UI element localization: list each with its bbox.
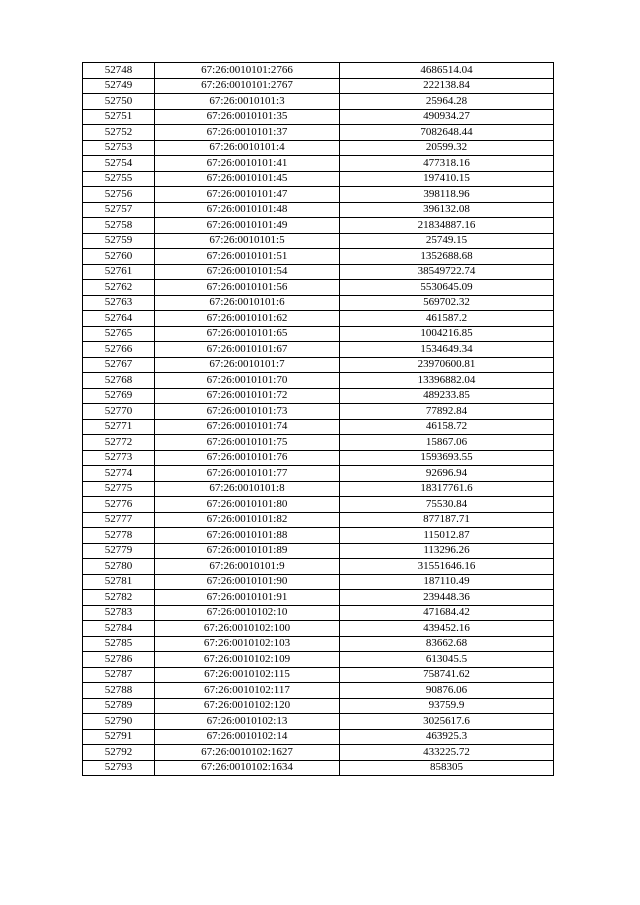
row-number-cell: 52780 <box>83 559 155 575</box>
cadastral-number-cell: 67:26:0010102:1634 <box>155 760 340 776</box>
row-number-cell: 52773 <box>83 450 155 466</box>
data-table <box>82 62 554 776</box>
cadastral-number-cell: 67:26:0010102:120 <box>155 698 340 714</box>
value-cell: 398118.96 <box>340 187 554 203</box>
value-cell: 15867.06 <box>340 435 554 451</box>
table-row <box>83 109 554 125</box>
cadastral-number-cell: 67:26:0010101:2766 <box>155 63 340 79</box>
table-row <box>83 171 554 187</box>
table-row <box>83 636 554 652</box>
row-number-cell: 52779 <box>83 543 155 559</box>
cadastral-number-cell: 67:26:0010101:35 <box>155 109 340 125</box>
table-row <box>83 466 554 482</box>
value-cell: 25749.15 <box>340 233 554 249</box>
table-row <box>83 714 554 730</box>
value-cell: 75530.84 <box>340 497 554 513</box>
cadastral-number-cell: 67:26:0010102:14 <box>155 729 340 745</box>
value-cell: 239448.36 <box>340 590 554 606</box>
value-cell: 1593693.55 <box>340 450 554 466</box>
value-cell: 463925.3 <box>340 729 554 745</box>
table-row <box>83 326 554 342</box>
cadastral-number-cell: 67:26:0010101:41 <box>155 156 340 172</box>
row-number-cell: 52764 <box>83 311 155 327</box>
value-cell: 21834887.16 <box>340 218 554 234</box>
table-row <box>83 745 554 761</box>
row-number-cell: 52783 <box>83 605 155 621</box>
row-number-cell: 52790 <box>83 714 155 730</box>
row-number-cell: 52775 <box>83 481 155 497</box>
row-number-cell: 52787 <box>83 667 155 683</box>
cadastral-number-cell: 67:26:0010101:75 <box>155 435 340 451</box>
row-number-cell: 52761 <box>83 264 155 280</box>
table-row <box>83 388 554 404</box>
table-row <box>83 574 554 590</box>
table-row <box>83 280 554 296</box>
cadastral-number-cell: 67:26:0010102:1627 <box>155 745 340 761</box>
value-cell: 1004216.85 <box>340 326 554 342</box>
table-row <box>83 605 554 621</box>
table-row <box>83 760 554 776</box>
value-cell: 1534649.34 <box>340 342 554 358</box>
cadastral-number-cell: 67:26:0010101:37 <box>155 125 340 141</box>
row-number-cell: 52788 <box>83 683 155 699</box>
cadastral-number-cell: 67:26:0010101:62 <box>155 311 340 327</box>
cadastral-number-cell: 67:26:0010101:76 <box>155 450 340 466</box>
table-row <box>83 140 554 156</box>
value-cell: 222138.84 <box>340 78 554 94</box>
table-row <box>83 94 554 110</box>
row-number-cell: 52765 <box>83 326 155 342</box>
cadastral-number-cell: 67:26:0010101:91 <box>155 590 340 606</box>
row-number-cell: 52774 <box>83 466 155 482</box>
cadastral-number-cell: 67:26:0010102:13 <box>155 714 340 730</box>
cadastral-number-cell: 67:26:0010101:8 <box>155 481 340 497</box>
value-cell: 396132.08 <box>340 202 554 218</box>
table-row <box>83 497 554 513</box>
value-cell: 877187.71 <box>340 512 554 528</box>
row-number-cell: 52748 <box>83 63 155 79</box>
table-row <box>83 249 554 265</box>
row-number-cell: 52771 <box>83 419 155 435</box>
cadastral-number-cell: 67:26:0010102:103 <box>155 636 340 652</box>
row-number-cell: 52759 <box>83 233 155 249</box>
value-cell: 490934.27 <box>340 109 554 125</box>
value-cell: 758741.62 <box>340 667 554 683</box>
row-number-cell: 52782 <box>83 590 155 606</box>
cadastral-number-cell: 67:26:0010102:117 <box>155 683 340 699</box>
value-cell: 1352688.68 <box>340 249 554 265</box>
row-number-cell: 52792 <box>83 745 155 761</box>
cadastral-number-cell: 67:26:0010101:72 <box>155 388 340 404</box>
cadastral-number-cell: 67:26:0010101:3 <box>155 94 340 110</box>
table-row <box>83 311 554 327</box>
row-number-cell: 52766 <box>83 342 155 358</box>
cadastral-number-cell: 67:26:0010101:56 <box>155 280 340 296</box>
table-row <box>83 683 554 699</box>
value-cell: 93759.9 <box>340 698 554 714</box>
cadastral-number-cell: 67:26:0010101:74 <box>155 419 340 435</box>
table-row <box>83 233 554 249</box>
cadastral-number-cell: 67:26:0010101:70 <box>155 373 340 389</box>
table-row <box>83 78 554 94</box>
cadastral-number-cell: 67:26:0010101:90 <box>155 574 340 590</box>
table-row <box>83 357 554 373</box>
value-cell: 477318.16 <box>340 156 554 172</box>
row-number-cell: 52772 <box>83 435 155 451</box>
value-cell: 858305 <box>340 760 554 776</box>
row-number-cell: 52762 <box>83 280 155 296</box>
table-row <box>83 559 554 575</box>
row-number-cell: 52754 <box>83 156 155 172</box>
value-cell: 90876.06 <box>340 683 554 699</box>
value-cell: 471684.42 <box>340 605 554 621</box>
cadastral-number-cell: 67:26:0010102:115 <box>155 667 340 683</box>
table-body <box>83 63 554 776</box>
table-row <box>83 729 554 745</box>
cadastral-number-cell: 67:26:0010101:77 <box>155 466 340 482</box>
value-cell: 4686514.04 <box>340 63 554 79</box>
value-cell: 7082648.44 <box>340 125 554 141</box>
row-number-cell: 52793 <box>83 760 155 776</box>
table-row <box>83 590 554 606</box>
cadastral-number-cell: 67:26:0010101:80 <box>155 497 340 513</box>
table-row <box>83 156 554 172</box>
row-number-cell: 52760 <box>83 249 155 265</box>
cadastral-number-cell: 67:26:0010101:73 <box>155 404 340 420</box>
row-number-cell: 52776 <box>83 497 155 513</box>
row-number-cell: 52763 <box>83 295 155 311</box>
value-cell: 46158.72 <box>340 419 554 435</box>
row-number-cell: 52791 <box>83 729 155 745</box>
row-number-cell: 52757 <box>83 202 155 218</box>
row-number-cell: 52758 <box>83 218 155 234</box>
row-number-cell: 52789 <box>83 698 155 714</box>
row-number-cell: 52777 <box>83 512 155 528</box>
table-row <box>83 218 554 234</box>
cadastral-number-cell: 67:26:0010101:54 <box>155 264 340 280</box>
row-number-cell: 52781 <box>83 574 155 590</box>
row-number-cell: 52785 <box>83 636 155 652</box>
row-number-cell: 52753 <box>83 140 155 156</box>
cadastral-number-cell: 67:26:0010101:45 <box>155 171 340 187</box>
cadastral-number-cell: 67:26:0010101:65 <box>155 326 340 342</box>
value-cell: 20599.32 <box>340 140 554 156</box>
value-cell: 489233.85 <box>340 388 554 404</box>
value-cell: 25964.28 <box>340 94 554 110</box>
table-row <box>83 450 554 466</box>
cadastral-number-cell: 67:26:0010102:10 <box>155 605 340 621</box>
value-cell: 439452.16 <box>340 621 554 637</box>
value-cell: 433225.72 <box>340 745 554 761</box>
row-number-cell: 52770 <box>83 404 155 420</box>
table-row <box>83 295 554 311</box>
value-cell: 461587.2 <box>340 311 554 327</box>
table-row <box>83 125 554 141</box>
cadastral-number-cell: 67:26:0010101:67 <box>155 342 340 358</box>
row-number-cell: 52768 <box>83 373 155 389</box>
table-row <box>83 435 554 451</box>
row-number-cell: 52786 <box>83 652 155 668</box>
value-cell: 13396882.04 <box>340 373 554 389</box>
value-cell: 77892.84 <box>340 404 554 420</box>
value-cell: 5530645.09 <box>340 280 554 296</box>
table-row <box>83 512 554 528</box>
cadastral-number-cell: 67:26:0010101:82 <box>155 512 340 528</box>
table-row <box>83 187 554 203</box>
table-row <box>83 404 554 420</box>
row-number-cell: 52767 <box>83 357 155 373</box>
value-cell: 18317761.6 <box>340 481 554 497</box>
table-row <box>83 63 554 79</box>
row-number-cell: 52752 <box>83 125 155 141</box>
table-row <box>83 419 554 435</box>
value-cell: 613045.5 <box>340 652 554 668</box>
cadastral-number-cell: 67:26:0010101:88 <box>155 528 340 544</box>
table-row <box>83 543 554 559</box>
value-cell: 23970600.81 <box>340 357 554 373</box>
value-cell: 83662.68 <box>340 636 554 652</box>
table-row <box>83 373 554 389</box>
cadastral-number-cell: 67:26:0010101:51 <box>155 249 340 265</box>
cadastral-number-cell: 67:26:0010101:5 <box>155 233 340 249</box>
row-number-cell: 52769 <box>83 388 155 404</box>
cadastral-number-cell: 67:26:0010101:9 <box>155 559 340 575</box>
row-number-cell: 52751 <box>83 109 155 125</box>
value-cell: 197410.15 <box>340 171 554 187</box>
cadastral-number-cell: 67:26:0010101:4 <box>155 140 340 156</box>
row-number-cell: 52756 <box>83 187 155 203</box>
row-number-cell: 52778 <box>83 528 155 544</box>
value-cell: 38549722.74 <box>340 264 554 280</box>
table-row <box>83 652 554 668</box>
value-cell: 113296.26 <box>340 543 554 559</box>
table-row <box>83 342 554 358</box>
value-cell: 92696.94 <box>340 466 554 482</box>
table-row <box>83 621 554 637</box>
row-number-cell: 52750 <box>83 94 155 110</box>
cadastral-number-cell: 67:26:0010101:49 <box>155 218 340 234</box>
row-number-cell: 52784 <box>83 621 155 637</box>
cadastral-number-cell: 67:26:0010101:47 <box>155 187 340 203</box>
cadastral-number-cell: 67:26:0010101:89 <box>155 543 340 559</box>
cadastral-number-cell: 67:26:0010102:100 <box>155 621 340 637</box>
value-cell: 187110.49 <box>340 574 554 590</box>
cadastral-number-cell: 67:26:0010101:2767 <box>155 78 340 94</box>
cadastral-number-cell: 67:26:0010101:7 <box>155 357 340 373</box>
value-cell: 3025617.6 <box>340 714 554 730</box>
value-cell: 569702.32 <box>340 295 554 311</box>
cadastral-number-cell: 67:26:0010101:48 <box>155 202 340 218</box>
table-row <box>83 667 554 683</box>
table-row <box>83 698 554 714</box>
value-cell: 115012.87 <box>340 528 554 544</box>
row-number-cell: 52749 <box>83 78 155 94</box>
value-cell: 31551646.16 <box>340 559 554 575</box>
table-row <box>83 202 554 218</box>
table-row <box>83 481 554 497</box>
cadastral-number-cell: 67:26:0010101:6 <box>155 295 340 311</box>
table-row <box>83 264 554 280</box>
row-number-cell: 52755 <box>83 171 155 187</box>
cadastral-number-cell: 67:26:0010102:109 <box>155 652 340 668</box>
table-row <box>83 528 554 544</box>
